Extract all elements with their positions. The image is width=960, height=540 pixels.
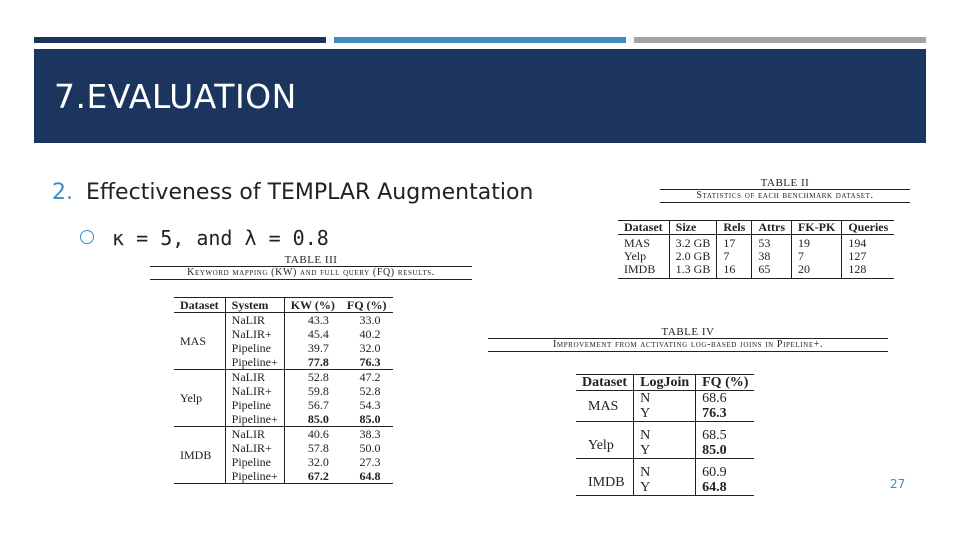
table3-caption-text: Keyword mapping (KW) and full query (FQ) results. (150, 266, 472, 280)
table3-kw-cell: 40.6 (307, 427, 329, 441)
table3-system-cell: Pipeline+ (225, 412, 284, 427)
table4-fq-cell: 68.6 (702, 391, 727, 406)
table4-fq-cell: 76.3 (696, 406, 755, 422)
table3-header-system: System (225, 298, 284, 313)
table2-cell: 38 (752, 250, 792, 263)
table4-caption-title: TABLE IV (661, 326, 715, 338)
table-row (576, 422, 754, 444)
table3-system-cell: NaLIR (225, 370, 284, 385)
table3-kw-cell: 57.8 (307, 441, 329, 455)
table2-cell: IMDB (618, 263, 669, 279)
table4-logjoin-cell: N (634, 391, 696, 407)
table4-header-logjoin: LogJoin (634, 375, 696, 391)
table3-caption-title: TABLE III (284, 254, 338, 266)
table2-cell: 19 (791, 235, 841, 251)
table3-kw-cell: 32.0 (307, 455, 329, 469)
table3 (174, 297, 393, 484)
table3-fq-cell: 76.3 (341, 355, 393, 370)
point-number: 2. (52, 180, 73, 205)
table4-fq-cell: 68.5 (702, 428, 727, 443)
table2-cell: MAS (618, 235, 669, 251)
table4-logjoin-cell: N (634, 422, 696, 444)
table3-dataset-cell: MAS (174, 313, 225, 370)
table4-dataset-cell: Yelp (576, 422, 634, 459)
table2-cell: 7 (717, 250, 752, 263)
table2-header-attrs: Attrs (752, 221, 792, 235)
table4-header-fq: FQ (%) (696, 375, 755, 391)
table3-fq-cell: 64.8 (359, 469, 381, 483)
point-text: Effectiveness of TEMPLAR Augmentation (86, 180, 534, 205)
table2-cell: 3.2 GB (669, 235, 717, 251)
table2-cell: 53 (752, 235, 792, 251)
table4 (576, 374, 754, 496)
table-row (174, 427, 393, 442)
table-row (576, 459, 754, 481)
table3-kw-cell: 56.7 (307, 398, 329, 412)
table2-caption (660, 177, 910, 203)
table3-system-cell: NaLIR+ (225, 441, 284, 455)
table-row (576, 391, 754, 407)
table4-dataset-cell: MAS (576, 391, 634, 422)
table3-fq-cell: 52.8 (359, 384, 381, 398)
table3-fq-cell: 38.3 (359, 427, 381, 441)
table2-caption-title: TABLE II (760, 177, 810, 189)
title-banner (34, 49, 926, 143)
table2-cell: 128 (848, 262, 867, 276)
table2-caption-text: Statistics of each benchmark dataset. (660, 189, 910, 203)
table3-system-cell: Pipeline+ (225, 355, 284, 370)
table-row (174, 313, 393, 328)
table3-fq-cell: 85.0 (341, 412, 393, 427)
table4-fq-cell: 85.0 (696, 443, 755, 459)
table3-system-cell: Pipeline (225, 341, 284, 355)
table2-cell: 65 (752, 263, 792, 279)
table4-fq-cell: 60.9 (702, 465, 727, 480)
table-row (618, 235, 894, 251)
table2-cell: 1.3 GB (669, 263, 717, 279)
table3-kw-cell: 85.0 (284, 412, 341, 427)
table3-kw-cell: 52.8 (307, 370, 329, 384)
decor-bar-gray (634, 37, 926, 43)
table4-header-row (576, 375, 754, 391)
table3-kw-cell: 59.8 (307, 384, 329, 398)
subpoint-text: κ = 5, and λ = 0.8 (112, 226, 329, 250)
table-row (174, 370, 393, 385)
bullet-point (52, 180, 533, 205)
table3-kw-cell: 39.7 (307, 341, 329, 355)
decor-bar-blue (334, 37, 626, 43)
table3-fq-cell: 40.2 (359, 327, 381, 341)
table3-dataset-cell: Yelp (174, 370, 225, 427)
table3-system-cell: Pipeline (225, 398, 284, 412)
table3-kw-cell: 77.8 (284, 355, 341, 370)
table2-header-dataset: Dataset (618, 221, 669, 235)
table3-kw-cell: 67.2 (307, 469, 329, 483)
table3-header-dataset: Dataset (174, 298, 225, 313)
table4-logjoin-cell: Y (634, 406, 696, 422)
table3-fq-cell: 54.3 (359, 398, 381, 412)
table3-fq-cell: 27.3 (359, 455, 381, 469)
slide-title: 7.EVALUATION (54, 77, 297, 116)
table3-system-cell: NaLIR (225, 313, 284, 328)
table3-fq-cell: 32.0 (359, 341, 381, 355)
table4-header-dataset: Dataset (576, 375, 634, 391)
table3-header-row (174, 298, 393, 313)
table4-logjoin-cell: Y (634, 443, 696, 459)
table4-logjoin-cell: Y (634, 480, 696, 496)
table2-header-rels: Rels (717, 221, 752, 235)
table3-fq-cell: 50.0 (359, 441, 381, 455)
table4-dataset-cell: IMDB (576, 459, 634, 496)
table4-fq-cell: 64.8 (702, 480, 727, 495)
table2-cell: Yelp (618, 250, 669, 263)
table3-fq-cell: 47.2 (359, 370, 381, 384)
table3-system-cell: Pipeline+ (225, 469, 284, 484)
table3-system-cell: NaLIR+ (225, 327, 284, 341)
table3-system-cell: NaLIR (225, 427, 284, 442)
table-row (618, 263, 894, 279)
table2-header-queries: Queries (842, 221, 895, 235)
table2-cell: 16 (717, 263, 752, 279)
table2-cell: 20 (791, 263, 841, 279)
table4-caption (488, 326, 888, 352)
table2-cell: 194 (848, 236, 867, 250)
table4-logjoin-cell: N (634, 459, 696, 481)
page-number: 27 (890, 477, 906, 491)
sub-bullet (80, 226, 329, 250)
table2-header-row (618, 221, 894, 235)
circle-bullet-icon (80, 230, 94, 244)
table3-header-fq: FQ (%) (341, 298, 393, 313)
table3-kw-cell: 43.3 (307, 313, 329, 327)
decor-bar-navy (34, 37, 326, 43)
table3-header-kw: KW (%) (284, 298, 341, 313)
table2-header-size: Size (669, 221, 717, 235)
table3-kw-cell: 45.4 (307, 327, 329, 341)
table2-cell: 2.0 GB (669, 250, 717, 263)
table2-cell: 127 (848, 249, 867, 263)
table2-cell: 7 (791, 250, 841, 263)
table3-caption (150, 254, 472, 280)
table2-cell: 17 (717, 235, 752, 251)
table2-header-fkpk: FK-PK (791, 221, 841, 235)
table2 (618, 220, 894, 279)
table3-system-cell: NaLIR+ (225, 384, 284, 398)
table3-system-cell: Pipeline (225, 455, 284, 469)
table4-caption-text: Improvement from activating log-based joins in Pipeline+. (488, 338, 888, 352)
table3-fq-cell: 33.0 (359, 313, 381, 327)
table3-dataset-cell: IMDB (174, 427, 225, 484)
